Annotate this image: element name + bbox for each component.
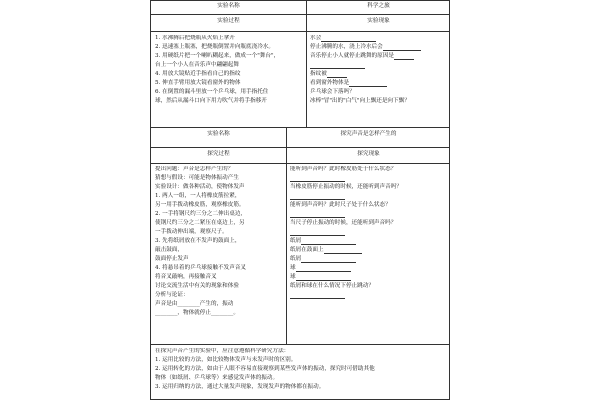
note-line: 3. 运用归纳的方法，通过大量发声现象，发现发声的物体都在振动。 xyxy=(155,383,325,390)
phenomenon-line: 音乐停止小人就停止跳舞的原因是 xyxy=(310,53,450,60)
phenomenon-line xyxy=(290,292,450,299)
process-line: 台上一个小人在音乐声中翩翩起舞 xyxy=(155,61,239,68)
phenomenon-line: 指纹被 xyxy=(310,71,450,78)
process-line: 4. 将悬吊着的乒乓球接触不发声音叉 xyxy=(155,264,247,271)
note-line: 2. 运用转化的方法，如由于人眼不容易直接观察到某些发声体的振动，探究时可借助其他 xyxy=(155,365,375,372)
process-line: 6. 在倒置的漏斗里放一个乒乓球，用手指托住 xyxy=(155,88,269,95)
note-line: 在探究声音产生的实验中，应注意遵循科学研究方法： xyxy=(155,348,290,354)
table1-subheader-right: 实验现象 xyxy=(367,18,390,24)
process-line: ________，物体就停止________。 xyxy=(155,309,239,316)
process-line: 5. 伸直手臂用放大镜看窗外的物体 xyxy=(155,79,241,86)
process-line: 使钢尺约三分之二紧压在桌边上，另 xyxy=(155,219,245,226)
process-line: 实验设计：做各种活动，使物体发声 xyxy=(155,183,245,190)
phenomenon-line: 球 xyxy=(290,274,450,281)
phenomenon-line xyxy=(290,193,450,200)
phenomenon-line: 停止沸腾的水，浇上冷水后会 xyxy=(310,44,450,51)
process-line: 猜想与假设：可能是物体振动产生 xyxy=(155,174,239,181)
table1-phenomenon-column xyxy=(310,35,450,125)
process-line: 球，然后从漏斗口向下用力吹气并将手指移开 xyxy=(155,97,267,104)
note-line: 物体（如纸屑、乒乓球等）来感觉发声体的振动。 xyxy=(155,374,279,381)
phenomenon-line: 纸屑 xyxy=(290,238,450,245)
note-line: 1. 运用比较的方法，如比较物体发声与未发声时的区别。 xyxy=(155,356,297,363)
phenomenon-line: 纸屑和球在什么情况下停止跳动？ xyxy=(290,282,374,289)
phenomenon-line xyxy=(290,211,450,218)
table2-phenomenon-column xyxy=(290,166,450,342)
phenomenon-line: 能听到声音吗？此时橡皮筋处于什么状态？ xyxy=(290,166,397,172)
phenomenon-line: 乒乓球会下落吗？ xyxy=(310,88,355,95)
table2-subheader-right: 探究现象 xyxy=(357,151,380,157)
phenomenon-line: 看到窗外物体是 xyxy=(310,80,450,87)
process-line: 提出问题：声音是怎样产生的？ xyxy=(155,166,234,172)
phenomenon-line: 当橡皮筋停止振动的时候，还能听到声音吗？ xyxy=(290,183,402,190)
table2-process-column xyxy=(155,166,285,342)
process-line: 2. 迅速塞上瓶塞，把烧瓶倒置并向瓶底浇冷水。 xyxy=(155,43,274,50)
phenomenon-line: 当尺子停止振动的时候，还能听到声音吗？ xyxy=(290,219,397,226)
process-line: 敲击鼓面， xyxy=(155,246,183,253)
table1-subheader-left: 实验过程 xyxy=(217,18,240,24)
table1-process-column xyxy=(155,35,305,125)
process-line: 分析与论证： xyxy=(155,291,189,298)
phenomenon-line: 球 xyxy=(290,265,450,272)
rule xyxy=(151,344,449,345)
phenomenon-line xyxy=(310,62,450,69)
method-notes xyxy=(155,348,447,400)
process-line: 另一用手拨动橡皮筋，观察橡皮筋。 xyxy=(155,201,245,208)
rule xyxy=(151,14,449,15)
process-line: 将音叉敲响，再接触音叉 xyxy=(155,273,217,280)
table2-subheader-left: 探究过程 xyxy=(207,151,230,157)
phenomenon-line xyxy=(290,229,450,236)
column-divider xyxy=(286,127,287,344)
process-line: 鼓面停止发声 xyxy=(155,255,189,262)
rule xyxy=(151,127,449,128)
rule xyxy=(151,31,449,32)
phenomenon-line: 纸屑在鼓面上 xyxy=(290,247,450,254)
process-line: 讨论交流生活中有关的现象和体验 xyxy=(155,282,239,289)
worksheet xyxy=(150,0,450,400)
table1-header-right: 科学之旅 xyxy=(367,3,390,9)
table2-header-right: 探究声音是怎样产生的 xyxy=(340,131,397,137)
phenomenon-line: 冰棒"冒"出的"白气"向上飘还是向下飘？ xyxy=(310,97,410,104)
table2-header-left: 实验名称 xyxy=(207,131,230,137)
process-line: 声音是由________产生的，振动 xyxy=(155,300,234,307)
phenomenon-line: 水会 xyxy=(310,35,450,42)
rule xyxy=(151,147,449,148)
process-line: 1. 水沸腾后把烧瓶从火焰上拿开 xyxy=(155,35,235,41)
table1-header-left: 实验名称 xyxy=(217,3,240,9)
process-line: 3. 用硬纸片把一个喇叭糊起来，做成一个"舞台"， xyxy=(155,52,280,59)
process-line: 4. 用放大镜贴近手指看自己的指纹 xyxy=(155,70,241,77)
rule xyxy=(151,163,449,164)
phenomenon-line: 纸屑 xyxy=(290,256,450,263)
process-line: 3. 先将纸屑放在不发声的鼓面上， xyxy=(155,237,241,244)
phenomenon-line xyxy=(290,175,450,182)
process-line: 1. 两人一组，一人将橡皮筋拉紧， xyxy=(155,192,241,199)
phenomenon-line: 能听到声音吗？此时尺子处于什么状态？ xyxy=(290,201,391,208)
process-line: 2. 一手将钢尺约三分之二伸出桌边， xyxy=(155,210,247,217)
process-line: 一手拨动伸出端，观察尺子。 xyxy=(155,228,228,235)
